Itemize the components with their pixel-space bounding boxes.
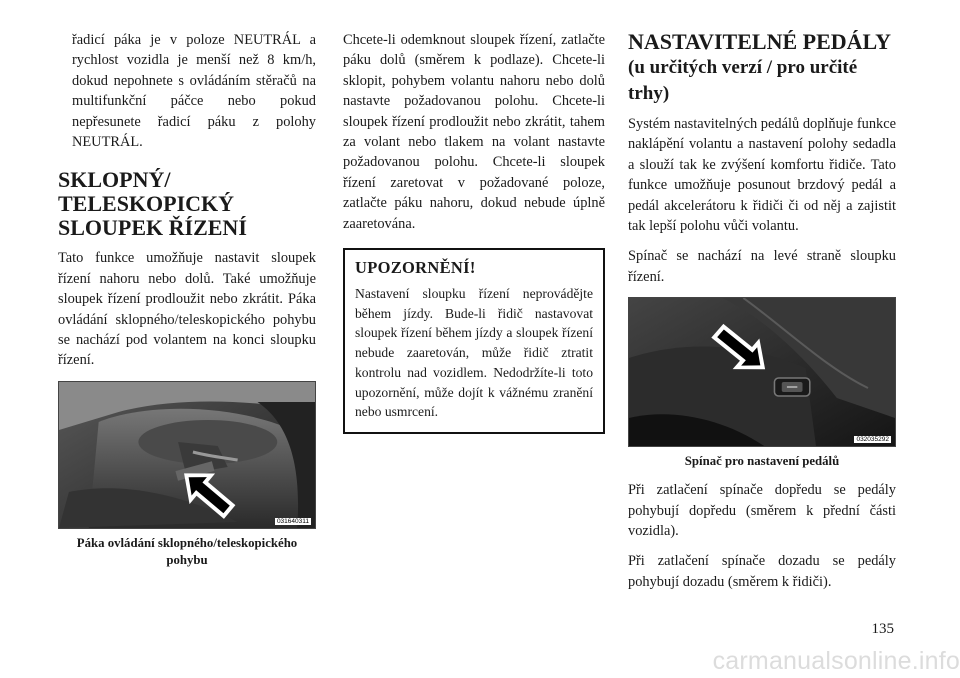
section-heading-steering-column: SKLOPNÝ/ TELESKOPICKÝ SLOUPEK ŘÍZENÍ <box>58 167 247 241</box>
intro-paragraph: řadicí páka je v poloze NEUTRÁL a rychlost vozidla je menší než 8 km/h, dokud nepohnete s ovládáním stěračů na multifunkční páčce nebo pokud nepřesunete řadicí páku z polohy NEUTRÁL. <box>72 32 316 151</box>
column-left <box>58 30 316 569</box>
pedals-intro-paragraph: Systém nastavitelných pedálů doplňuje funkce naklápění volantu a nastavení polohy sedadla a slouží tak ke zvýšení komfortu řidiče. Tato funkce umožňuje posunout brzdový pedál a pedál akcelerátoru k řidiči či od něj a zajistit tak lepší polohu vůči volantu. <box>628 116 896 235</box>
column-middle <box>343 30 605 434</box>
watermark-text: carmanualsonline.info <box>712 647 960 675</box>
column-right <box>628 30 896 602</box>
pedal-switch-photo <box>628 297 896 447</box>
pedal-switch-illustration <box>629 298 895 446</box>
figure-caption: Spínač pro nastavení pedálů <box>684 454 840 469</box>
heading-main: NASTAVITELNÉ PEDÁLY <box>628 29 891 54</box>
figure-code: 032035292 <box>856 436 889 444</box>
warning-text: Nastavení sloupku řízení neprovádějte během jízdy. Bude-li řidič nastavovat sloupek řízení během jízdy a sloupek řízení nebude zaaretován, může řidič ztratit kontrolu nad vozidlem. Nedodržíte-li toto upozornění, může dojít k vážnému zranění nebo usmrcení. <box>355 286 593 420</box>
warning-title: UPOZORNĚNÍ! <box>355 258 476 278</box>
switch-location-paragraph: Spínač se nachází na levé straně sloupku řízení. <box>628 248 896 285</box>
steering-lever-illustration <box>59 382 315 528</box>
figure-caption: Páka ovládání sklopného/teleskopického pohybu <box>76 535 298 567</box>
steering-lever-photo <box>58 381 316 529</box>
steering-column-paragraph: Tato funkce umožňuje nastavit sloupek řízení nahoru nebo dolů. Také umožňuje sloupek řízení prodloužit nebo zkrátit. Páka ovládání sklopného/teleskopického pohybu se nachází pod volantem na konci sloupku řízení. <box>58 250 316 369</box>
heading-sub: (u určitých verzí / pro určité trhy) <box>628 57 858 104</box>
section-heading-adjustable-pedals <box>628 30 896 106</box>
steering-instructions-paragraph: Chcete-li odemknout sloupek řízení, zatlačte páku dolů (směrem k podlaze). Chcete-li sklopit, pohybem volantu nahoru nebo dolů nastavte požadovanou polohu. Chcete-li sloupek řízení prodloužit nebo zkrátit, tahem za volant nebo tlakem na volant nastavte požadovanou polohu. Chcete-li sloupek řízení zaretovat v požadované poloze, zatlačte páku nahoru, dokud nebude úplně zaaretována. <box>343 32 605 232</box>
warning-box <box>343 248 605 434</box>
switch-backward-paragraph: Při zatlačení spínače dozadu se pedály pohybují dozadu (směrem k řidiči). <box>628 553 896 590</box>
page-number: 135 <box>871 621 894 637</box>
switch-forward-paragraph: Při zatlačení spínače dopředu se pedály pohybují dopředu (směrem k přední části vozidla). <box>628 482 896 540</box>
figure-code: 031640311 <box>276 517 309 525</box>
